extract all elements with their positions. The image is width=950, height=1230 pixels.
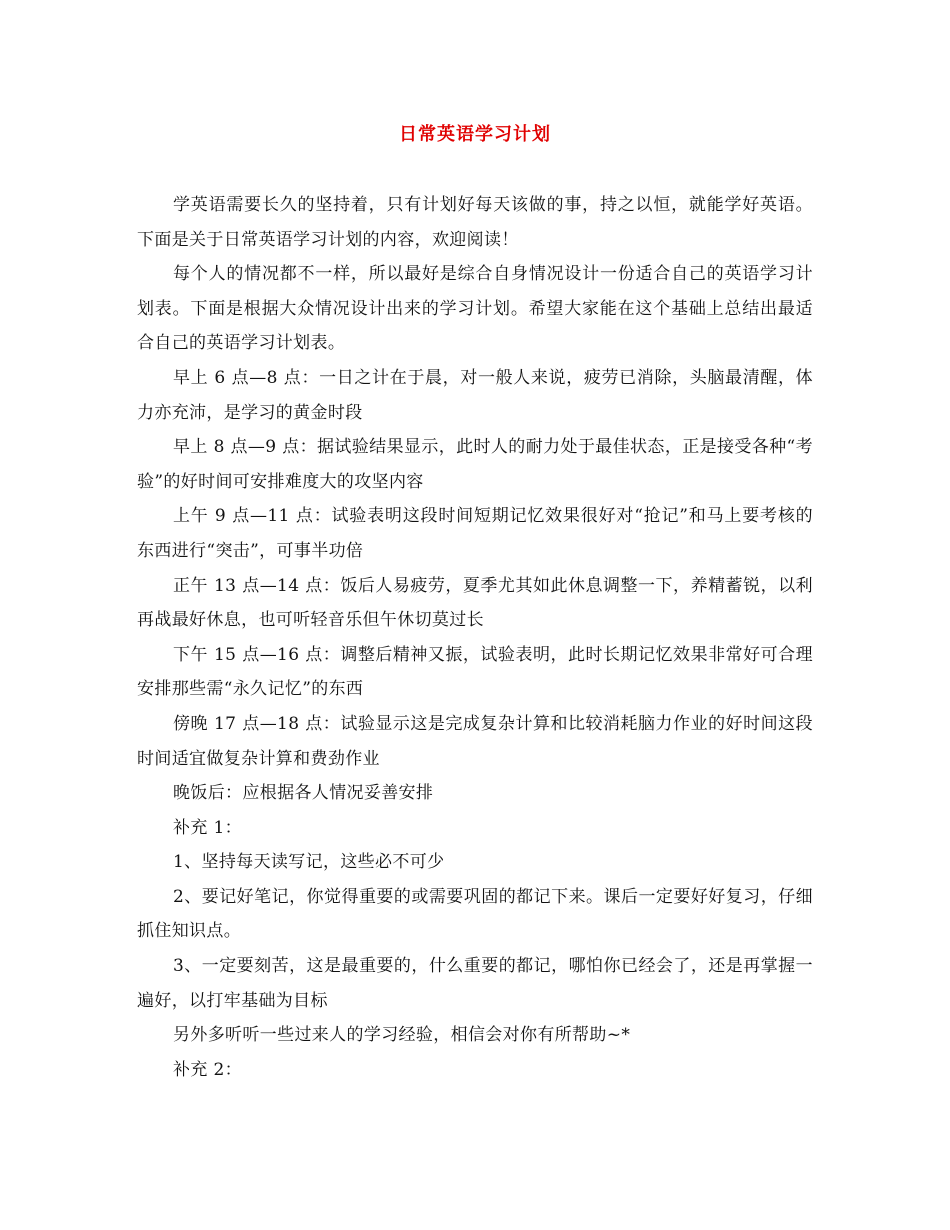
- paragraph-tip-3: 3、一定要刻苦，这是最重要的，什么重要的都记，哪怕你已经会了，还是再掌握一遍好，以打牢基础为目标: [137, 956, 813, 1011]
- paragraph-schedule-9-11: 上午 9 点—11 点：试验表明这段时间短期记忆效果很好对“抢记”和马上要考核的东西进行“突击”，可事半功倍: [137, 506, 813, 561]
- paragraph-schedule-6-8: 早上 6 点—8 点：一日之计在于晨，对一般人来说，疲劳已消除，头脑最清醒，体力亦充沛，是学习的黄金时段: [137, 367, 813, 423]
- paragraph-schedule-17-18: 傍晚 17 点—18 点：试验显示这是完成复杂计算和比较消耗脑力作业的好时间这段时间适宜做复杂计算和费劲作业: [137, 713, 813, 769]
- paragraph-schedule-8-9: 早上 8 点—9 点：据试验结果显示，此时人的耐力处于最佳状态，正是接受各种“考验”的好时间可安排难度大的攻坚内容: [137, 437, 813, 492]
- paragraph-supplement-1-heading: 补充 1：: [173, 817, 242, 838]
- paragraph-overview: 每个人的情况都不一样，所以最好是综合自身情况设计一份适合自己的英语学习计划表。下面是根据大众情况设计出来的学习计划。希望大家能在这个基础上总结出最适合自己的英语学习计划表。: [137, 264, 813, 354]
- paragraph-supplement-2-heading: 补充 2：: [173, 1059, 242, 1080]
- paragraph-schedule-15-16: 下午 15 点—16 点：调整后精神又振，试验表明，此时长期记忆效果非常好可合理安排那些需“永久记忆”的东西: [137, 644, 813, 700]
- document-body: [137, 188, 813, 1087]
- paragraph-tip-1: 1、坚持每天读写记，这些必不可少: [173, 852, 445, 873]
- paragraph-after-dinner: 晚饭后：应根据各人情况妥善安排: [173, 783, 434, 804]
- document-title: 日常英语学习计划: [399, 124, 551, 145]
- paragraph-advice: 另外多听听一些过来人的学习经验，相信会对你有所帮助~*: [173, 1025, 631, 1046]
- paragraph-tip-2: 2、要记好笔记，你觉得重要的或需要巩固的都记下来。课后一定要好好复习，仔细抓住知识点。: [137, 886, 813, 942]
- paragraph-intro: 学英语需要长久的坚持着，只有计划好每天该做的事，持之以恒，就能学好英语。下面是关于日常英语学习计划的内容，欢迎阅读！: [137, 195, 813, 250]
- paragraph-schedule-13-14: 正午 13 点—14 点：饭后人易疲劳，夏季尤其如此休息调整一下，养精蓄锐，以利再战最好休息，也可听轻音乐但午休切莫过长: [137, 575, 813, 631]
